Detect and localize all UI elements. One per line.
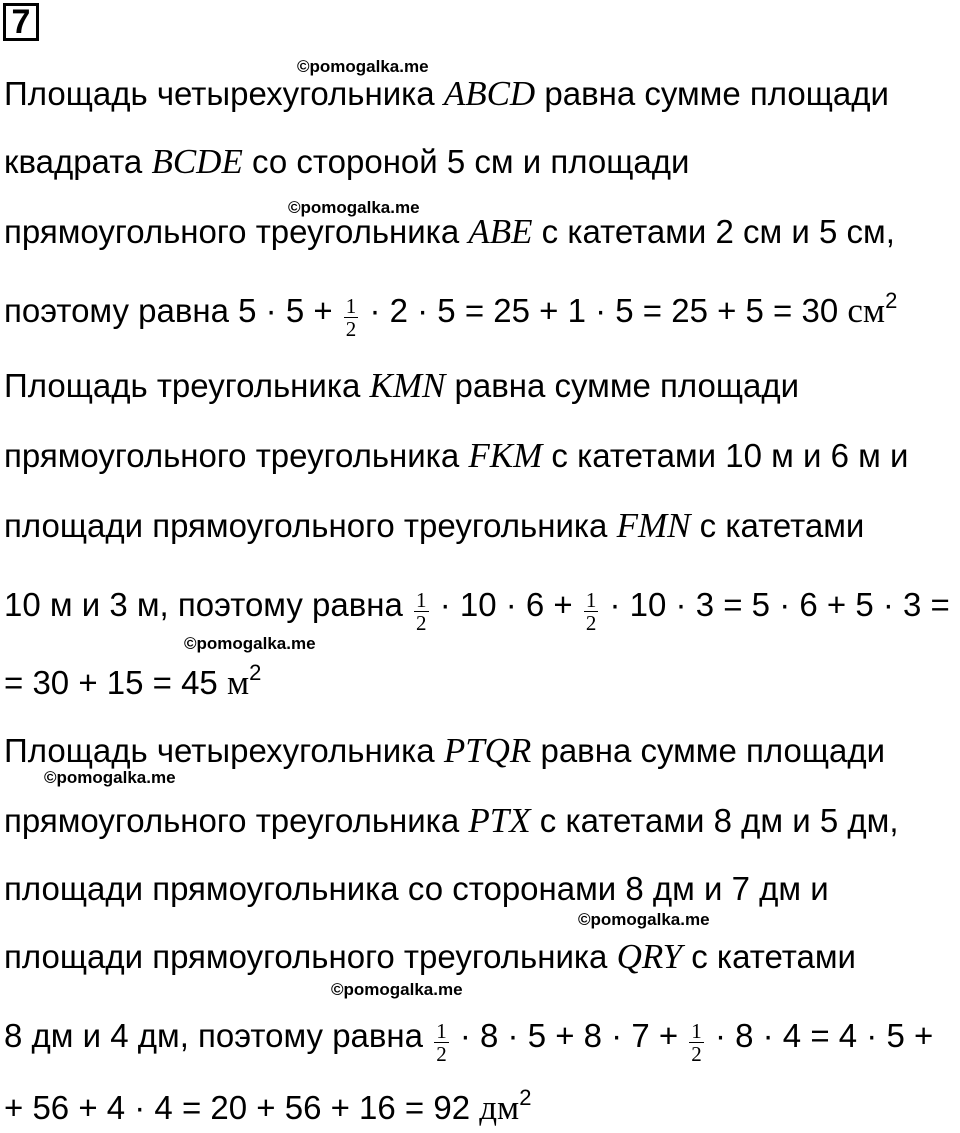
line-text: равна сумме площади (535, 75, 889, 112)
watermark: ©pomogalka.me (297, 57, 429, 76)
fraction (434, 1020, 449, 1065)
line-text: = 30 + 15 = 45 (4, 664, 227, 701)
watermark: ©pomogalka.me (288, 198, 420, 217)
line-text: · 8 · 4 = 4 · 5 + (705, 1017, 934, 1055)
line-text: Площадь четырехугольника (4, 75, 444, 112)
fraction-numerator: 1 (345, 294, 357, 318)
watermark: ©pomogalka.me (184, 634, 316, 653)
exponent: 2 (885, 288, 898, 314)
math-label: ABE (468, 212, 533, 251)
text-line (4, 288, 898, 341)
line-text: равна сумме площади (445, 367, 800, 404)
text-line (4, 142, 689, 182)
text-line (4, 869, 829, 909)
text-line (4, 212, 895, 252)
fraction-numerator: 1 (585, 588, 597, 612)
text-line (4, 1016, 934, 1066)
text-line (4, 585, 950, 635)
text-line (4, 660, 262, 703)
line-text: с катетами (690, 507, 865, 544)
line-text: со стороной 5 см и площади (242, 143, 690, 180)
task-number-box: 7 (3, 3, 39, 41)
watermark: ©pomogalka.me (331, 980, 463, 999)
unit-label: м (226, 663, 250, 702)
math-label: ABCD (443, 74, 536, 113)
line-text: · 2 · 5 = 25 + 1 · 5 = 25 + 5 = 30 (360, 292, 848, 330)
line-text: 8 дм и 4 дм, поэтому равна (4, 1017, 433, 1055)
text-line (4, 937, 856, 977)
fraction-denominator: 2 (691, 1042, 702, 1066)
math-label: KMN (369, 366, 446, 405)
line-text: · 10 · 6 + (430, 586, 582, 624)
math-label: FKM (468, 436, 543, 475)
line-text: с катетами 10 м и 6 м и (542, 437, 909, 474)
fraction-denominator: 2 (585, 611, 597, 635)
line-text: равна сумме площади (531, 732, 886, 769)
math-label: BCDE (151, 142, 243, 181)
text-line (4, 436, 908, 476)
line-text: Площадь четырехугольника (4, 732, 444, 769)
math-label: QRY (616, 937, 683, 976)
fraction (689, 1020, 704, 1065)
line-text: с катетами 2 см и 5 см, (532, 213, 895, 250)
line-text: поэтому равна 5 · 5 + (4, 292, 342, 330)
fraction (584, 589, 599, 634)
fraction-numerator: 1 (436, 1019, 447, 1043)
fraction-denominator: 2 (416, 611, 427, 635)
exponent: 2 (519, 1085, 532, 1110)
fraction-denominator: 2 (436, 1042, 447, 1066)
line-text: Площадь треугольника (4, 367, 370, 404)
text-line (4, 366, 799, 406)
text-line (4, 74, 889, 114)
line-text: площади прямоугольного треугольника (4, 938, 617, 975)
text-line (4, 731, 885, 771)
line-text: прямоугольного треугольника (4, 802, 469, 839)
line-text: с катетами (682, 938, 856, 975)
line-text: прямоугольного треугольника (4, 213, 469, 250)
math-label: PTX (468, 801, 531, 840)
line-text: квадрата (4, 143, 152, 180)
line-text: · 8 · 5 + 8 · 7 + (450, 1017, 688, 1055)
exponent: 2 (249, 660, 262, 685)
unit-label: см (847, 291, 886, 331)
fraction-denominator: 2 (345, 317, 357, 341)
text-line (4, 1085, 532, 1128)
fraction (344, 295, 359, 340)
watermark: ©pomogalka.me (44, 768, 176, 787)
line-text: + 56 + 4 · 4 = 20 + 56 + 16 = 92 (4, 1089, 480, 1126)
math-label: FMN (616, 506, 691, 545)
fraction (414, 589, 429, 634)
line-text: площади прямоугольного треугольника (4, 507, 617, 544)
text-line (4, 506, 864, 546)
math-label: PTQR (443, 731, 532, 770)
fraction-numerator: 1 (416, 588, 427, 612)
fraction-numerator: 1 (691, 1019, 702, 1043)
text-line (4, 801, 899, 841)
watermark: ©pomogalka.me (578, 910, 710, 929)
line-text: · 10 · 3 = 5 · 6 + 5 · 3 = (600, 586, 950, 624)
line-text: 10 м и 3 м, поэтому равна (4, 586, 413, 624)
line-text: с катетами 8 дм и 5 дм, (530, 802, 899, 839)
unit-label: дм (479, 1088, 520, 1127)
line-text: площади прямоугольника со сторонами 8 дм и 7 дм и (4, 870, 829, 907)
line-text: прямоугольного треугольника (4, 437, 469, 474)
